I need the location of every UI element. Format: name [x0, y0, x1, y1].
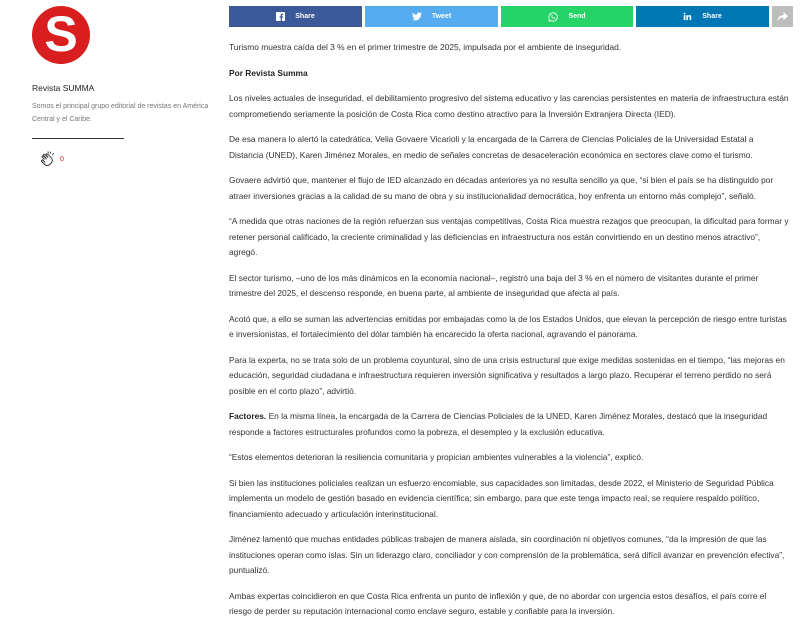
- whatsapp-icon: [548, 12, 558, 22]
- article-paragraph-factores: [229, 409, 789, 440]
- article-summary: Turismo muestra caída del 3 % en el primer trimestre de 2025, impulsada por el ambiente de inseguridad.: [229, 42, 622, 52]
- share-arrow-icon: [777, 12, 788, 22]
- share-bar: [229, 6, 793, 27]
- author-name[interactable]: Revista SUMMA: [32, 83, 95, 93]
- article-paragraph: Para la experta, no se trata solo de un problema coyuntural, sino de una crisis estructural que exige medidas sostenidas en el tiempo, “las mejoras en educación, seguridad ciudadana e infraestructura requieren inversión significativa y resultados a largo plazo. Recuperar el terreno perdido no será posible en el corto plazo”, advirtió.: [229, 354, 785, 396]
- facebook-share-button[interactable]: [229, 6, 362, 27]
- more-share-button[interactable]: [772, 6, 793, 27]
- section-lead: Factores.: [229, 411, 267, 421]
- linkedin-icon: [683, 12, 692, 21]
- section-text: En la misma línea, la encargada de la Carrera de Ciencias Policiales de la UNED, Karen Jiménez Morales, destacó que la inseguridad responde a factores estructurales profundos como la pobreza, el desempleo y la exclusión educativa.: [229, 411, 768, 437]
- author-bio: Somos el principal grupo editorial de revistas en América Central y el Caribe.: [32, 103, 209, 123]
- twitter-icon: [412, 12, 422, 21]
- article-byline: Por Revista Summa: [229, 67, 308, 78]
- twitter-share-label: Tweet: [431, 13, 452, 20]
- article-paragraph: Jiménez lamentó que muchas entidades públicas trabajen de manera aislada, sin coordinación ni objetivos comunes, “da la impresión de que las instituciones operan como islas. Sin un liderazgo claro, conciliador y con comprensión de la problemática, será difícil avanzar en prevención efectiva”, puntualizó.: [229, 534, 785, 575]
- clap-count: 0: [60, 156, 64, 163]
- clap-icon[interactable]: [39, 151, 57, 174]
- author-sidebar: [32, 6, 212, 174]
- linkedin-share-label: Share: [702, 13, 722, 20]
- linkedin-share-button[interactable]: [636, 6, 769, 27]
- whatsapp-share-label: Send: [568, 13, 586, 20]
- article-paragraph: El sector turismo, –uno de los más dinámicos en la economía nacional–, registró una baja del 3 % en el número de visitantes durante el primer trimestre del 2025, el descenso responde, en buena parte, al ambiente de inseguridad que afecta al país.: [229, 272, 759, 298]
- logo-letter: S: [44, 6, 78, 62]
- whatsapp-share-button[interactable]: [501, 6, 633, 27]
- facebook-share-label: Share: [295, 13, 315, 20]
- article-body: [229, 40, 789, 630]
- sidebar-divider: [32, 138, 124, 139]
- article-paragraph: Acotó que, a ello se suman las advertencias emitidas por embajadas como la de los Estados Unidos, que elevan la percepción de riesgo entre turistas e inversionistas, el fortalecimiento del dólar también ha encarecido la oferta nacional, agravando el panorama.: [229, 313, 787, 339]
- article-paragraph: Govaere advirtió que, mantener el flujo de IED alcanzado en décadas anteriores ya no resulta sencillo ya que, “si bien el país se ha distinguido por atraer inversiones gracias a la calidad de su mano de obra y su institucionalidad democrática, hoy enfrenta un entorno más complejo”, señaló.: [229, 175, 774, 201]
- article-paragraph: “A medida que otras naciones de la región refuerzan sus ventajas competitivas, Costa Rica muestra rezagos que preocupan, la dificultad para formar y retener personal calificado, la creciente criminalidad y las deficiencias en infraestructura nos están convirtiendo en un destino menos atractivo”, agregó.: [229, 216, 789, 257]
- article-paragraph: Ambas expertas coincidieron en que Costa Rica enfrenta un punto de inflexión y que, de no abordar con urgencia estos desafíos, el país corre el riesgo de perder su reputación internacional como enclave seguro, estable y confiable para la inversión.: [229, 590, 767, 616]
- article-paragraph: Los niveles actuales de inseguridad, el debilitamiento progresivo del sistema educativo y las carencias persistentes en materia de infraestructura están comprometiendo seriamente la posición de Costa Rica como destino atractivo para la Inversión Extranjera Directa (IED).: [229, 93, 789, 119]
- facebook-icon: [276, 12, 285, 21]
- article-paragraph: “Estos elementos deterioran la resiliencia comunitaria y propician ambientes vulnerables a la violencia”, explicó.: [229, 452, 644, 462]
- article-paragraph: De esa manera lo alertó la catedrática, Velia Govaere Vicarioli y la encargada de la Carrera de Ciencias Policiales de la Universidad Estatal a Distancia (UNED), Karen Jiménez Morales, en medio de señales concretas de desaceleración económica en sectores clave como el turismo.: [229, 134, 754, 160]
- twitter-share-button[interactable]: [365, 6, 498, 27]
- article-paragraph: Si bien las instituciones policiales realizan un esfuerzo encomiable, sus capacidades son limitadas, desde 2022, el Ministerio de Seguridad Pública implementa un modelo de gestión basado en evidencia científica; sin embargo, para que este tenga impacto real, se requiere respaldo político, financiamiento adecuado y articulación interinstitucional.: [229, 477, 774, 519]
- summa-logo[interactable]: [32, 6, 90, 64]
- clap-widget[interactable]: [39, 151, 212, 174]
